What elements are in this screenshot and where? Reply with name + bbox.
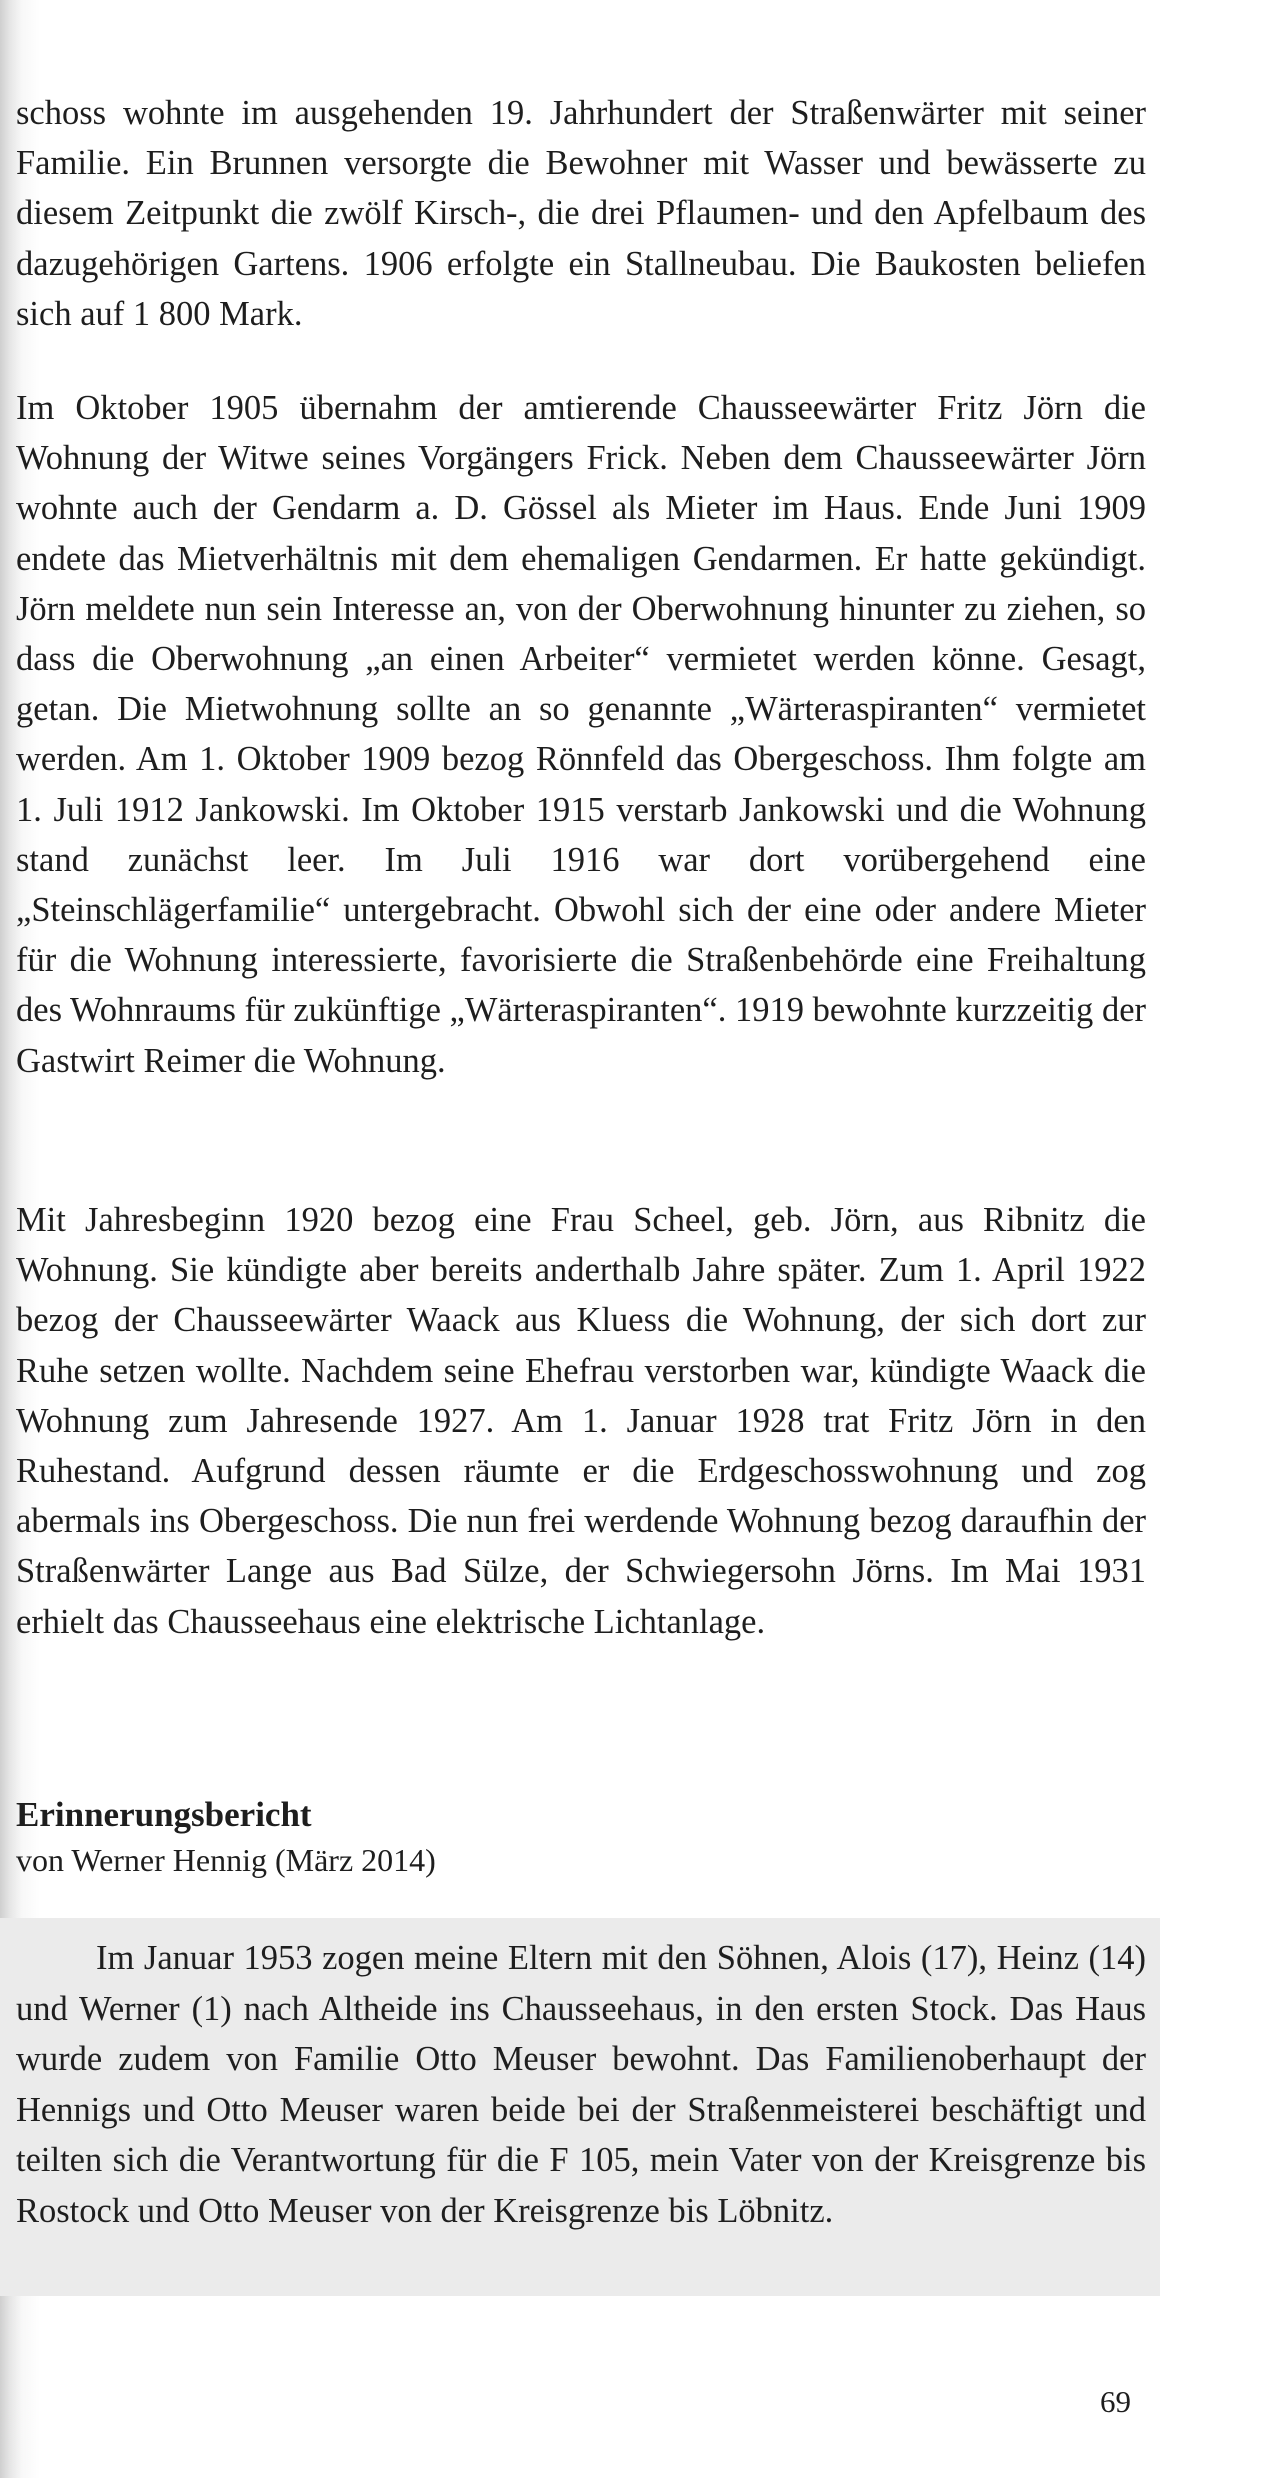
page-number: 69 xyxy=(1100,2384,1131,2419)
body-paragraph xyxy=(16,88,1146,340)
paragraph-text: Im Oktober 1905 übernahm der amtierende Chausseewärter Fritz Jörn die Wohnung der Witwe seines Vorgängers Frick. Neben dem Chausseewärter Jörn wohnte auch der Gendarm a. D. Gössel als Mieter im Haus. Ende Juni 1909 endete das Mietverhältnis mit dem ehemaligen Gendarmen. Er hatte gekündigt. Jörn meldete nun sein Interesse an, von der Oberwohnung hinunter zu ziehen, so dass die Oberwohnung „an einen Arbeiter“ vermietet werden könne. Gesagt, getan. Die Mietwohnung sollte an so genannte „Wärteraspiranten“ vermietet werden. Am 1. Oktober 1909 bezog Rönnfeld das Obergeschoss. Ihm folgte am 1. Juli 1912 Jankowski. Im Oktober 1915 verstarb Jankowski und die Wohnung stand zunächst leer. Im Juli 1916 war dort vorübergehend eine „Steinschlägerfamilie“ untergebracht. Obwohl sich der eine oder andere Mieter für die Wohnung interessierte, favorisierte die Straßenbehörde eine Freihaltung des Wohnraums für zukünftige „Wärteraspiranten“. 1919 bewohnte kurzzeitig der Gastwirt Reimer die Wohnung. xyxy=(16,389,1146,1080)
section-heading: Erinnerungsbericht xyxy=(16,1795,312,1834)
paragraph-text: Im Januar 1953 zogen meine Eltern mit den Söhnen, Alois (17), Heinz (14) und Werner (1) nach Altheide ins Chausseehaus, in den ersten Stock. Das Haus wurde zudem von Familie Otto Meuser bewohnt. Das Familienoberhaupt der Hennigs und Otto Meuser waren beide bei der Straßenmeisterei beschäftigt und teilten sich die Verantwortung für die F 105, mein Vater von der Kreisgrenze bis Rostock und Otto Meuser von der Kreisgrenze bis Löbnitz. xyxy=(16,1939,1146,2230)
body-paragraph xyxy=(16,1195,1146,1695)
paragraph-text: Mit Jahresbeginn 1920 bezog eine Frau Scheel, geb. Jörn, aus Ribnitz die Wohnung. Sie kündigte aber bereits anderthalb Jahre später. Zum 1. April 1922 bezog der Chausseewärter Waack aus Kluess die Wohnung, der sich dort zur Ruhe setzen wollte. Nachdem seine Ehefrau verstorben war, kündigte Waack die Wohnung zum Jahresende 1927. Am 1. Januar 1928 trat Fritz Jörn in den Ruhestand. Aufgrund dessen räumte er die Erdgeschosswohnung und zog abermals ins Obergeschoss. Die nun frei werdende Wohnung bezog daraufhin der Straßenwärter Lange aus Bad Sülze, der Schwiegersohn Jörns. Im Mai 1931 erhielt das Chausseehaus eine elektrische Lichtanlage. xyxy=(16,1201,1146,1641)
memoir-paragraph xyxy=(16,1933,1146,2273)
paragraph-text: schoss wohnte im ausgehenden 19. Jahrhundert der Straßenwärter mit seiner Familie. Ein Brunnen versorgte die Bewohner mit Wasser und bewässerte zu diesem Zeitpunkt die zwölf Kirsch-, die drei Pflaumen- und den Apfelbaum des dazugehörigen Gartens. 1906 erfolgte ein Stallneubau. Die Baukosten beliefen sich auf 1 800 Mark. xyxy=(16,94,1146,333)
body-paragraph xyxy=(16,383,1146,1193)
section-byline: von Werner Hennig (März 2014) xyxy=(16,1842,436,1878)
